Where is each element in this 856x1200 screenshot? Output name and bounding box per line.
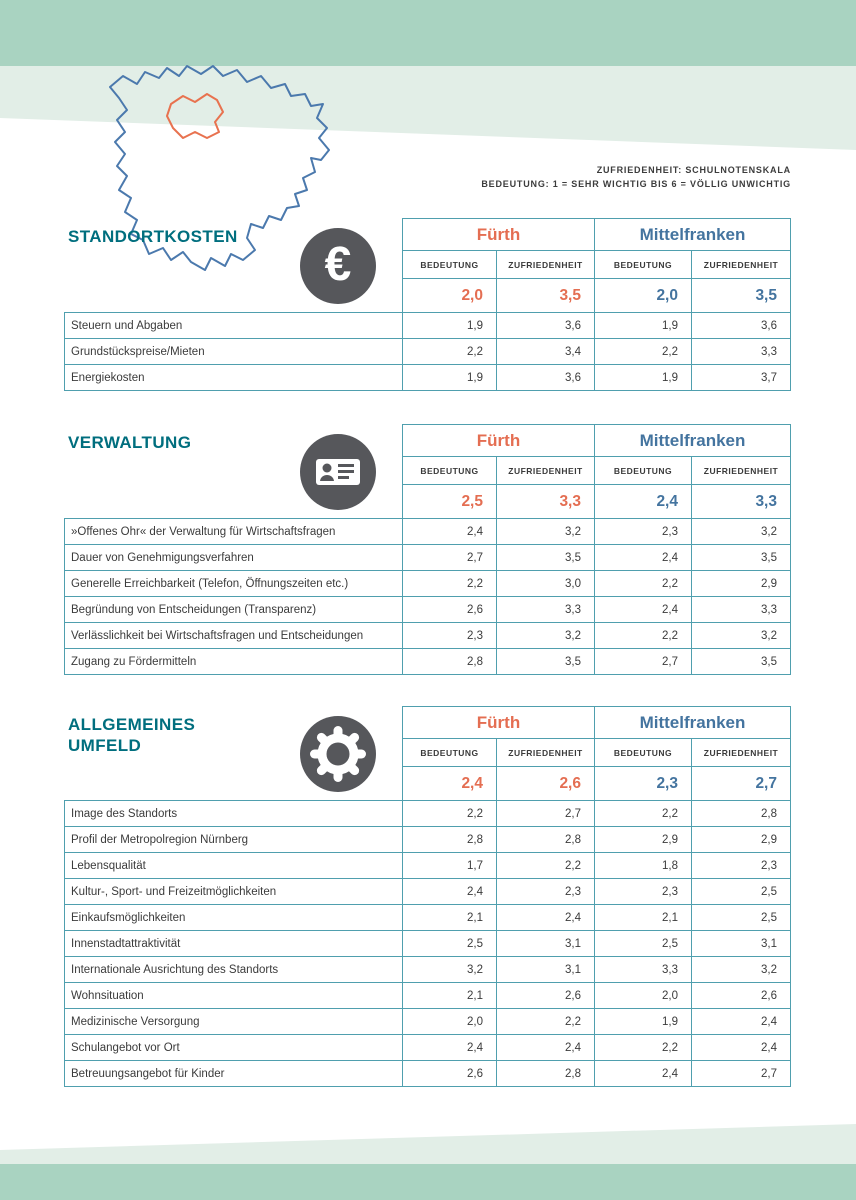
row-value: 2,7 — [595, 649, 692, 675]
row-value: 3,1 — [497, 957, 595, 983]
row-value: 2,2 — [595, 339, 692, 365]
group-header-mittelfranken: Mittelfranken — [595, 424, 791, 457]
table-header-corner — [64, 218, 403, 313]
row-value: 2,4 — [403, 519, 497, 545]
table-allgemeines-umfeld — [64, 706, 791, 1087]
table-header-corner — [64, 424, 403, 519]
row-value: 2,7 — [692, 1061, 791, 1087]
row-value: 2,2 — [403, 801, 497, 827]
row-value: 3,5 — [497, 649, 595, 675]
row-value: 2,1 — [403, 983, 497, 1009]
row-label: Einkaufsmöglichkeiten — [64, 905, 403, 931]
table-standortkosten — [64, 218, 791, 391]
table-title: VERWALTUNG — [68, 433, 192, 452]
row-value: 2,5 — [692, 905, 791, 931]
row-value: 2,1 — [403, 905, 497, 931]
subheader-zufriedenheit: ZUFRIEDENHEIT — [692, 457, 791, 485]
row-value: 2,2 — [497, 853, 595, 879]
row-value: 3,2 — [692, 623, 791, 649]
table-header-corner — [64, 706, 403, 801]
summary-value: 2,4 — [403, 767, 497, 801]
row-value: 2,4 — [403, 1035, 497, 1061]
row-value: 2,3 — [403, 623, 497, 649]
row-label: Internationale Ausrichtung des Standorts — [64, 957, 403, 983]
row-value: 2,2 — [595, 1035, 692, 1061]
summary-value: 3,5 — [497, 279, 595, 313]
row-value: 2,4 — [692, 1009, 791, 1035]
subheader-bedeutung: BEDEUTUNG — [403, 251, 497, 279]
row-value: 2,5 — [692, 879, 791, 905]
legend-line-1: ZUFRIEDENHEIT: SCHULNOTENSKALA — [596, 165, 791, 175]
row-label: Begründung von Entscheidungen (Transparenz) — [64, 597, 403, 623]
row-value: 2,8 — [692, 801, 791, 827]
row-value: 3,4 — [497, 339, 595, 365]
row-value: 2,8 — [497, 1061, 595, 1087]
subheader-bedeutung: BEDEUTUNG — [595, 739, 692, 767]
subheader-zufriedenheit: ZUFRIEDENHEIT — [497, 739, 595, 767]
row-value: 3,1 — [692, 931, 791, 957]
row-label: Innenstadtattraktivität — [64, 931, 403, 957]
row-value: 2,0 — [403, 1009, 497, 1035]
row-value: 3,2 — [497, 519, 595, 545]
row-value: 2,4 — [497, 1035, 595, 1061]
subheader-bedeutung: BEDEUTUNG — [403, 457, 497, 485]
summary-value: 2,4 — [595, 485, 692, 519]
row-label: Zugang zu Fördermitteln — [64, 649, 403, 675]
id-card-icon — [300, 434, 376, 510]
subheader-bedeutung: BEDEUTUNG — [595, 457, 692, 485]
table-verwaltung — [64, 424, 791, 675]
row-value: 2,6 — [403, 597, 497, 623]
row-value: 2,5 — [403, 931, 497, 957]
summary-value: 2,0 — [595, 279, 692, 313]
row-value: 2,2 — [403, 571, 497, 597]
row-value: 3,6 — [692, 313, 791, 339]
bottom-band-dark — [0, 1164, 856, 1200]
row-value: 1,9 — [403, 313, 497, 339]
group-header-fuerth: Fürth — [403, 424, 595, 457]
row-label: Verlässlichkeit bei Wirtschaftsfragen und Entscheidungen — [64, 623, 403, 649]
row-label: Image des Standorts — [64, 801, 403, 827]
summary-value: 2,6 — [497, 767, 595, 801]
row-value: 3,5 — [692, 649, 791, 675]
summary-value: 3,5 — [692, 279, 791, 313]
group-header-fuerth: Fürth — [403, 706, 595, 739]
row-value: 2,4 — [497, 905, 595, 931]
row-value: 2,0 — [595, 983, 692, 1009]
row-value: 2,2 — [497, 1009, 595, 1035]
row-value: 2,7 — [403, 545, 497, 571]
row-label: Energiekosten — [64, 365, 403, 391]
row-value: 2,2 — [595, 571, 692, 597]
row-value: 1,9 — [595, 313, 692, 339]
row-value: 3,0 — [497, 571, 595, 597]
row-value: 2,3 — [595, 519, 692, 545]
row-value: 3,1 — [497, 931, 595, 957]
row-label: Profil der Metropolregion Nürnberg — [64, 827, 403, 853]
row-value: 1,9 — [403, 365, 497, 391]
row-value: 2,5 — [595, 931, 692, 957]
row-label: »Offenes Ohr« der Verwaltung für Wirtschaftsfragen — [64, 519, 403, 545]
row-value: 2,6 — [403, 1061, 497, 1087]
row-label: Betreuungsangebot für Kinder — [64, 1061, 403, 1087]
row-value: 2,8 — [403, 649, 497, 675]
top-band-dark — [0, 0, 856, 66]
row-value: 2,8 — [497, 827, 595, 853]
row-value: 2,2 — [595, 801, 692, 827]
row-label: Medizinische Versorgung — [64, 1009, 403, 1035]
row-label: Grundstückspreise/Mieten — [64, 339, 403, 365]
legend-line-2: BEDEUTUNG: 1 = SEHR WICHTIG BIS 6 = VÖLLIG UNWICHTIG — [481, 179, 791, 189]
summary-value: 2,7 — [692, 767, 791, 801]
row-value: 3,5 — [692, 545, 791, 571]
row-label: Wohnsituation — [64, 983, 403, 1009]
euro-icon: € — [300, 228, 376, 304]
subheader-bedeutung: BEDEUTUNG — [595, 251, 692, 279]
row-value: 3,2 — [692, 957, 791, 983]
row-value: 2,2 — [403, 339, 497, 365]
table-title: ALLGEMEINES UMFELD — [68, 715, 196, 755]
row-value: 2,3 — [595, 879, 692, 905]
subheader-zufriedenheit: ZUFRIEDENHEIT — [692, 251, 791, 279]
table-title: STANDORTKOSTEN — [68, 227, 238, 246]
top-band-light — [0, 66, 856, 150]
summary-value: 2,5 — [403, 485, 497, 519]
row-value: 2,4 — [595, 597, 692, 623]
row-value: 2,2 — [595, 623, 692, 649]
summary-value: 3,3 — [692, 485, 791, 519]
row-label: Generelle Erreichbarkeit (Telefon, Öffnungszeiten etc.) — [64, 571, 403, 597]
row-value: 1,9 — [595, 1009, 692, 1035]
row-value: 2,4 — [692, 1035, 791, 1061]
row-value: 3,3 — [595, 957, 692, 983]
row-value: 3,2 — [497, 623, 595, 649]
row-value: 2,6 — [497, 983, 595, 1009]
group-header-mittelfranken: Mittelfranken — [595, 706, 791, 739]
row-value: 2,8 — [403, 827, 497, 853]
row-label: Schulangebot vor Ort — [64, 1035, 403, 1061]
subheader-bedeutung: BEDEUTUNG — [403, 739, 497, 767]
row-value: 3,7 — [692, 365, 791, 391]
legend — [481, 163, 791, 191]
group-header-mittelfranken: Mittelfranken — [595, 218, 791, 251]
row-label: Lebensqualität — [64, 853, 403, 879]
row-value: 1,7 — [403, 853, 497, 879]
row-value: 2,4 — [595, 1061, 692, 1087]
subheader-zufriedenheit: ZUFRIEDENHEIT — [497, 457, 595, 485]
row-value: 2,3 — [692, 853, 791, 879]
subheader-zufriedenheit: ZUFRIEDENHEIT — [497, 251, 595, 279]
gear-icon — [300, 716, 376, 792]
row-value: 2,4 — [595, 545, 692, 571]
row-value: 3,3 — [497, 597, 595, 623]
row-value: 3,5 — [497, 545, 595, 571]
summary-value: 2,3 — [595, 767, 692, 801]
row-value: 3,6 — [497, 313, 595, 339]
row-value: 3,3 — [692, 597, 791, 623]
row-value: 2,1 — [595, 905, 692, 931]
row-value: 2,9 — [692, 827, 791, 853]
row-value: 2,6 — [692, 983, 791, 1009]
summary-value: 3,3 — [497, 485, 595, 519]
row-value: 2,9 — [595, 827, 692, 853]
row-value: 3,2 — [403, 957, 497, 983]
row-label: Kultur-, Sport- und Freizeitmöglichkeiten — [64, 879, 403, 905]
row-value: 1,8 — [595, 853, 692, 879]
row-value: 2,7 — [497, 801, 595, 827]
subheader-zufriedenheit: ZUFRIEDENHEIT — [692, 739, 791, 767]
row-value: 1,9 — [595, 365, 692, 391]
row-label: Steuern und Abgaben — [64, 313, 403, 339]
row-label: Dauer von Genehmigungsverfahren — [64, 545, 403, 571]
row-value: 2,3 — [497, 879, 595, 905]
group-header-fuerth: Fürth — [403, 218, 595, 251]
row-value: 3,6 — [497, 365, 595, 391]
row-value: 2,4 — [403, 879, 497, 905]
summary-value: 2,0 — [403, 279, 497, 313]
row-value: 3,3 — [692, 339, 791, 365]
row-value: 2,9 — [692, 571, 791, 597]
row-value: 3,2 — [692, 519, 791, 545]
